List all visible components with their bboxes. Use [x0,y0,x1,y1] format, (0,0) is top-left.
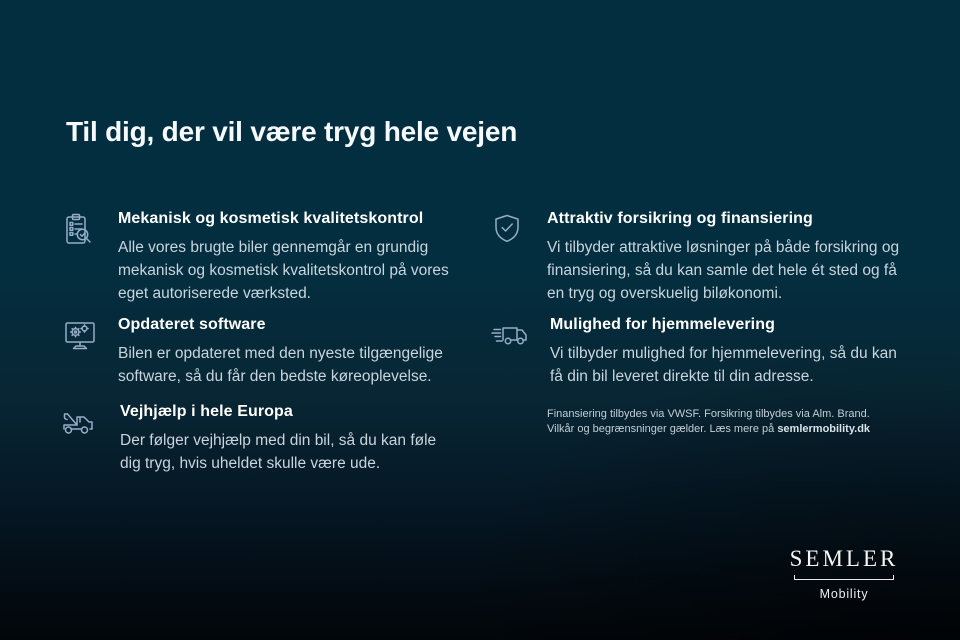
delivery-truck-icon [490,316,534,352]
page-title: Til dig, der vil være tryg hele vejen [66,116,518,147]
logo-subtitle: Mobility [819,587,869,601]
feature-description: Vi tilbyder attraktive løsninger på både forsikring og finansiering, så du kan samle det hele ét sted og få en tryg og overskuelig biløkonomi. [547,239,900,302]
feature-title: Opdateret software [118,316,266,333]
feature-description: Bilen er opdateret med den nyeste tilgængelige software, så du får den bedste køreoplevelse. [118,345,443,385]
feature-description: Vi tilbyder mulighed for hjemmelevering, så du kan få din bil leveret direkte til din adresse. [550,345,897,385]
feature-title: Attraktiv forsikring og finansiering [547,210,813,227]
feature-title: Mulighed for hjemmelevering [550,316,775,333]
logo-divider [794,575,894,580]
feature-insurance-financing [490,210,908,305]
clipboard-inspection-icon [58,210,102,254]
tow-truck-icon [58,403,104,439]
disclaimer-text [547,407,887,437]
feature-description: Der følger vejhjælp med din bil, så du kan føle dig tryg, hvis uheldet skulle være ude. [120,432,437,472]
feature-roadside-assistance [58,403,458,475]
logo-brand: SEMLER [789,546,899,571]
disclaimer-line2: Vilkår og begrænsninger gælder. Læs mere på [547,423,778,435]
shield-check-icon [490,210,531,248]
feature-description: Alle vores brugte biler gennemgår en grundig mekanisk og kosmetisk kvalitetskontrol på vores eget autoriserede værksted. [118,239,449,302]
disclaimer-line1: Finansiering tilbydes via VWSF. Forsikring tilbydes via Alm. Brand. [547,408,870,420]
feature-quality-control [58,210,458,305]
feature-updated-software [58,316,458,388]
feature-home-delivery [490,316,908,388]
semler-mobility-logo [786,546,902,601]
feature-title: Mekanisk og kosmetisk kvalitetskontrol [118,210,424,227]
feature-title: Vejhjælp i hele Europa [120,403,293,420]
software-update-icon [58,316,102,356]
disclaimer-link[interactable]: semlermobility.dk [777,423,871,435]
